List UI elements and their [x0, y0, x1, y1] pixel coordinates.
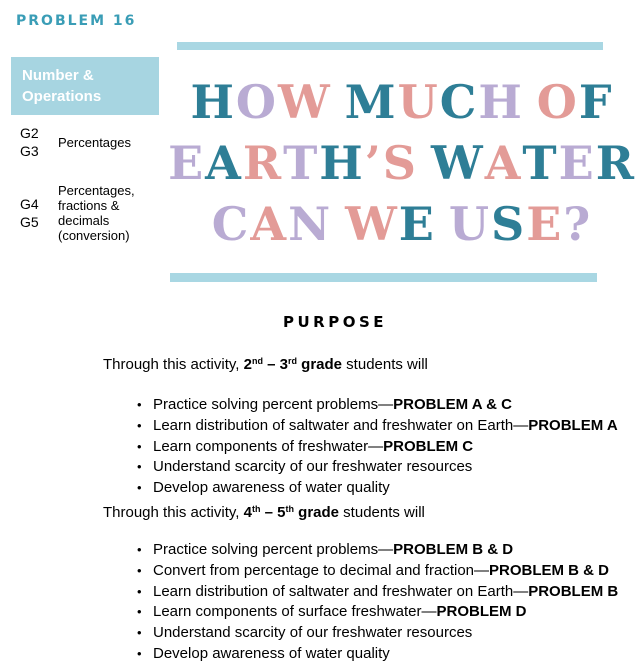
title-divider-top	[177, 42, 603, 50]
title-letter: A	[250, 197, 289, 251]
title-letter: M	[344, 75, 398, 129]
page-title	[158, 72, 642, 255]
title-line-2	[158, 133, 642, 194]
purpose-heading: PURPOSE	[282, 313, 388, 331]
grade-label: G2	[20, 125, 39, 141]
grade-label: G3	[20, 143, 39, 159]
title-letter: H	[190, 75, 236, 129]
grade-topic: Percentages, fractions & decimals (conversion)	[58, 183, 135, 243]
title-letter: H	[319, 136, 365, 190]
bullet-list-grades-4-5	[137, 540, 618, 665]
intro-paragraph-grades-2-3: Through this activity, 2nd – 3rd grade students will	[103, 356, 428, 373]
title-letter: S	[490, 197, 527, 251]
grade-label: G5	[20, 214, 39, 230]
bullet-list-grades-2-3	[137, 395, 618, 499]
grade-label: G4	[20, 196, 39, 212]
list-item: • Practice solving percent problems—PROBLEM B & D	[137, 540, 618, 561]
list-item: • Understand scarcity of our freshwater resources	[137, 623, 618, 644]
title-line-3	[158, 194, 642, 255]
title-letter: S	[382, 136, 419, 190]
title-letter: ?	[563, 197, 593, 251]
title-letter: C	[211, 197, 251, 251]
list-item: • Develop awareness of water quality	[137, 478, 618, 499]
list-item: • Learn distribution of saltwater and freshwater on Earth—PROBLEM B	[137, 582, 618, 603]
list-item: • Learn components of surface freshwater—PROBLEM D	[137, 602, 618, 623]
grade-row-g2-g3	[20, 124, 131, 160]
grade-topic: Percentages	[58, 134, 131, 150]
list-item: • Practice solving percent problems—PROBLEM A & C	[137, 395, 618, 416]
title-letter: A	[205, 136, 243, 190]
title-letter: W	[345, 197, 399, 251]
title-letter: R	[595, 136, 636, 190]
list-item: • Convert from percentage to decimal and fraction—PROBLEM B & D	[137, 561, 618, 582]
title-letter: T	[283, 136, 320, 190]
title-line-1	[158, 72, 642, 133]
title-letter: N	[288, 197, 333, 251]
grade-list	[20, 195, 58, 231]
title-divider-bottom	[170, 273, 597, 282]
title-letter: U	[448, 197, 491, 251]
problem-number-label: PROBLEM 16	[16, 13, 137, 29]
title-letter: W	[431, 136, 485, 190]
title-letter: F	[578, 75, 614, 129]
title-letter: H	[478, 75, 524, 129]
title-letter: U	[397, 75, 440, 129]
list-item: • Learn distribution of saltwater and freshwater on Earth—PROBLEM A	[137, 416, 618, 437]
title-letter: C	[439, 75, 479, 129]
title-letter: E	[558, 136, 596, 190]
title-letter: O	[235, 75, 278, 129]
category-box	[11, 57, 159, 115]
intro-paragraph-grades-4-5: Through this activity, 4th – 5th grade students will	[103, 504, 425, 521]
title-letter: R	[242, 136, 284, 190]
title-letter: E	[526, 197, 564, 251]
list-item: • Learn components of freshwater—PROBLEM C	[137, 437, 618, 458]
list-item: • Understand scarcity of our freshwater resources	[137, 457, 618, 478]
title-letter: A	[484, 136, 523, 190]
title-letter: E	[398, 197, 436, 251]
title-letter: E	[168, 136, 206, 190]
title-letter: W	[277, 75, 332, 129]
category-label: Number & Operations	[22, 67, 102, 105]
title-letter: ’	[364, 136, 383, 190]
title-letter: O	[536, 75, 579, 129]
grade-list	[20, 124, 58, 160]
title-letter: T	[522, 136, 559, 190]
list-item: • Develop awareness of water quality	[137, 644, 618, 665]
grade-row-g4-g5	[20, 183, 146, 243]
